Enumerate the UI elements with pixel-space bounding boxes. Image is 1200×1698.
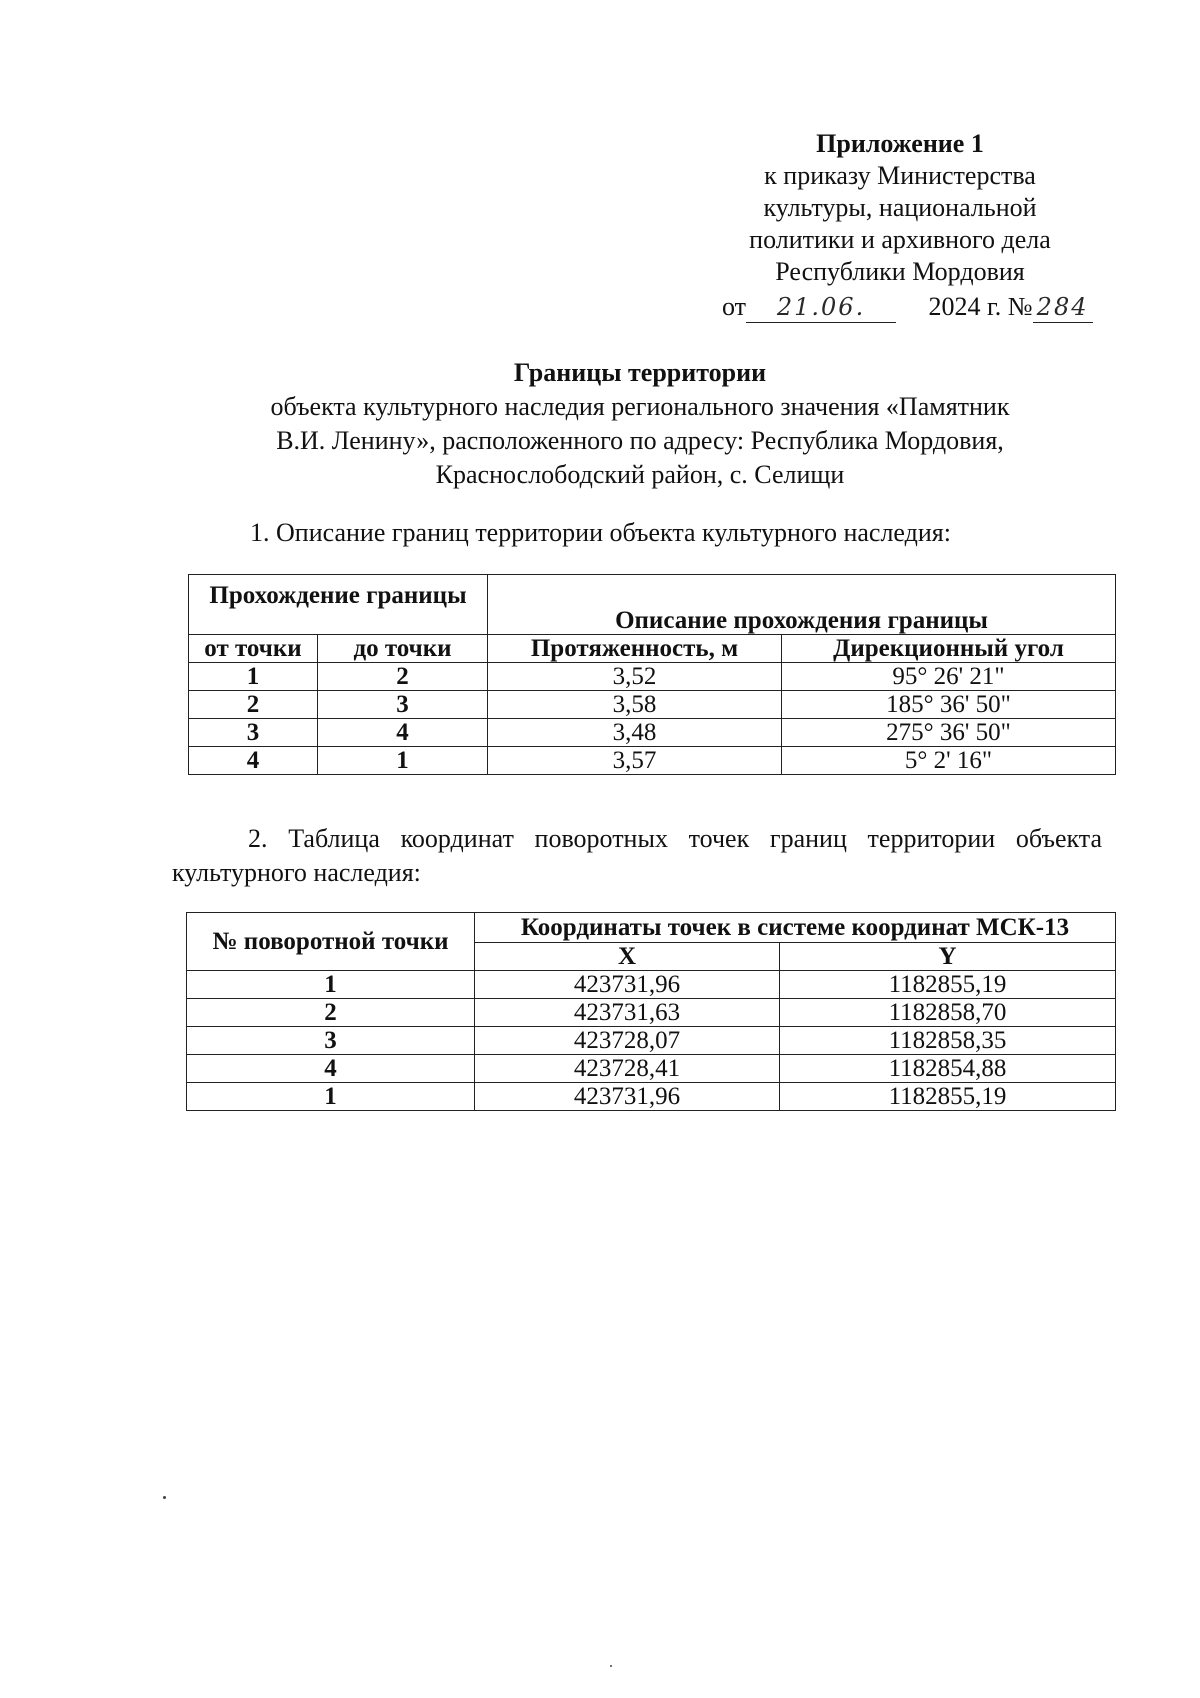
scan-speck (610, 1665, 612, 1667)
cell-y: 1182855,19 (780, 1083, 1116, 1111)
table-row (189, 663, 1116, 691)
cell-y: 1182854,88 (780, 1055, 1116, 1083)
cell-length: 3,48 (488, 719, 782, 747)
number-blank (1033, 292, 1093, 323)
document-subtitle-line: В.И. Ленину», расположенного по адресу: Республика Мордовия, (276, 426, 1004, 455)
order-date-line (722, 292, 1093, 323)
cell-to: 1 (318, 747, 488, 775)
table-row (187, 1027, 1116, 1055)
date-prefix: от (722, 292, 747, 321)
document-title: Границы территории (513, 358, 767, 387)
table-row (189, 719, 1116, 747)
section-1-heading: 1. Описание границ территории объекта культурного наследия: (250, 518, 951, 547)
cell-to: 4 (318, 719, 488, 747)
appendix-line: к приказу Министерства (764, 161, 1036, 190)
appendix-line: Республики Мордовия (775, 257, 1025, 286)
column-x: X (475, 943, 780, 971)
table-row (187, 971, 1116, 999)
scan-speck (163, 1496, 166, 1499)
cell-y: 1182858,35 (780, 1027, 1116, 1055)
cell-x: 423728,41 (475, 1055, 780, 1083)
document-title-block (230, 356, 1050, 492)
column-length: Протяженность, м (488, 635, 782, 663)
table-row (189, 691, 1116, 719)
cell-angle: 185° 36' 50" (782, 691, 1116, 719)
cell-length: 3,57 (488, 747, 782, 775)
cell-x: 423731,96 (475, 1083, 780, 1111)
appendix-block (720, 128, 1080, 288)
cell-point: 1 (187, 1083, 475, 1111)
cell-x: 423731,96 (475, 971, 780, 999)
appendix-title: Приложение 1 (816, 129, 984, 158)
cell-point: 3 (187, 1027, 475, 1055)
header-passage: Прохождение границы (189, 575, 488, 635)
cell-from: 1 (189, 663, 318, 691)
year-number-label: 2024 г. № (928, 292, 1033, 321)
table-row (187, 1055, 1116, 1083)
section-2-heading: 2. Таблица координат поворотных точек границ территории объекта культурного наследия: (172, 824, 1102, 887)
header-coordinates: Координаты точек в системе координат МСК-13 (475, 913, 1116, 943)
cell-angle: 95° 26' 21" (782, 663, 1116, 691)
table-row (187, 1083, 1116, 1111)
handwritten-date: 21.06. (776, 293, 866, 321)
cell-from: 3 (189, 719, 318, 747)
coordinates-table (186, 912, 1116, 1111)
cell-to: 3 (318, 691, 488, 719)
document-subtitle-line: объекта культурного наследия регионального значения «Памятник (270, 392, 1010, 421)
cell-point: 2 (187, 999, 475, 1027)
handwritten-number: 284 (1036, 293, 1089, 321)
column-angle: Дирекционный угол (782, 635, 1116, 663)
date-blank (746, 292, 896, 323)
appendix-line: культуры, национальной (763, 193, 1037, 222)
cell-to: 2 (318, 663, 488, 691)
cell-x: 423728,07 (475, 1027, 780, 1055)
cell-angle: 5° 2' 16" (782, 747, 1116, 775)
cell-y: 1182858,70 (780, 999, 1116, 1027)
header-description: Описание прохождения границы (488, 575, 1116, 635)
cell-angle: 275° 36' 50" (782, 719, 1116, 747)
cell-point: 4 (187, 1055, 475, 1083)
document-subtitle-line: Краснослободский район, с. Селищи (435, 460, 845, 489)
table-row (189, 747, 1116, 775)
cell-length: 3,58 (488, 691, 782, 719)
cell-from: 4 (189, 747, 318, 775)
cell-point: 1 (187, 971, 475, 999)
table-row (187, 999, 1116, 1027)
cell-length: 3,52 (488, 663, 782, 691)
column-to: до точки (318, 635, 488, 663)
column-y: Y (780, 943, 1116, 971)
cell-x: 423731,63 (475, 999, 780, 1027)
cell-y: 1182855,19 (780, 971, 1116, 999)
column-point-number: № поворотной точки (187, 913, 475, 971)
appendix-line: политики и архивного дела (749, 225, 1051, 254)
cell-from: 2 (189, 691, 318, 719)
boundary-description-table (188, 574, 1116, 775)
column-from: от точки (189, 635, 318, 663)
